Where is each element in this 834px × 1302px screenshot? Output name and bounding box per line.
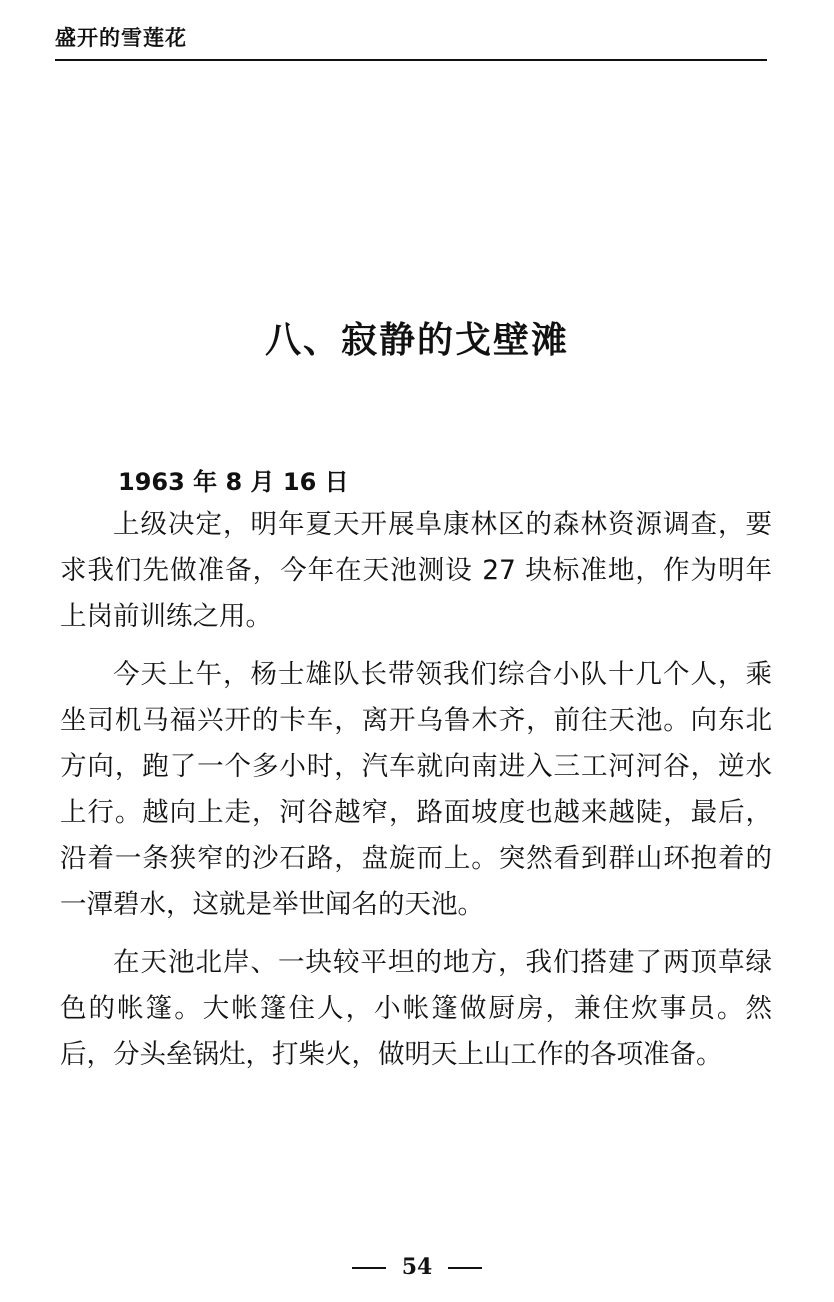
paragraph-3: 在天池北岸、一块较平坦的地方，我们搭建了两顶草绿色的帐篷。大帐篷住人，小帐篷做厨房，兼住炊事员。然后，分头垒锅灶，打柴火，做明天上山工作的各项准备。	[60, 947, 772, 1070]
header-rule	[55, 59, 767, 61]
body-text	[60, 502, 772, 1090]
page-footer	[0, 1254, 834, 1280]
chapter-title: 八、寂静的戈壁滩	[264, 319, 569, 361]
paragraph-2: 今天上午，杨士雄队长带领我们综合小队十几个人，乘坐司机马福兴开的卡车，离开乌鲁木齐，前往天池。向东北方向，跑了一个多小时，汽车就向南进入三工河河谷，逆水上行。越向上走，河谷越窄，路面坡度也越来越陡，最后，沿着一条狭窄的沙石路，盘旋而上。突然看到群山环抱着的一潭碧水，这就是举世闻名的天池。	[60, 659, 772, 920]
entry-date: 1963 年 8 月 16 日	[118, 468, 349, 496]
paragraph-1: 上级决定，明年夏天开展阜康林区的森林资源调查，要求我们先做准备，今年在天池测设 27 块标准地，作为明年上岗前训练之用。	[60, 509, 772, 632]
footer-dash-left	[352, 1267, 386, 1269]
page-number: 54	[401, 1254, 433, 1280]
running-header-book-title: 盛开的雪莲花	[55, 26, 187, 50]
footer-dash-right	[448, 1267, 482, 1269]
